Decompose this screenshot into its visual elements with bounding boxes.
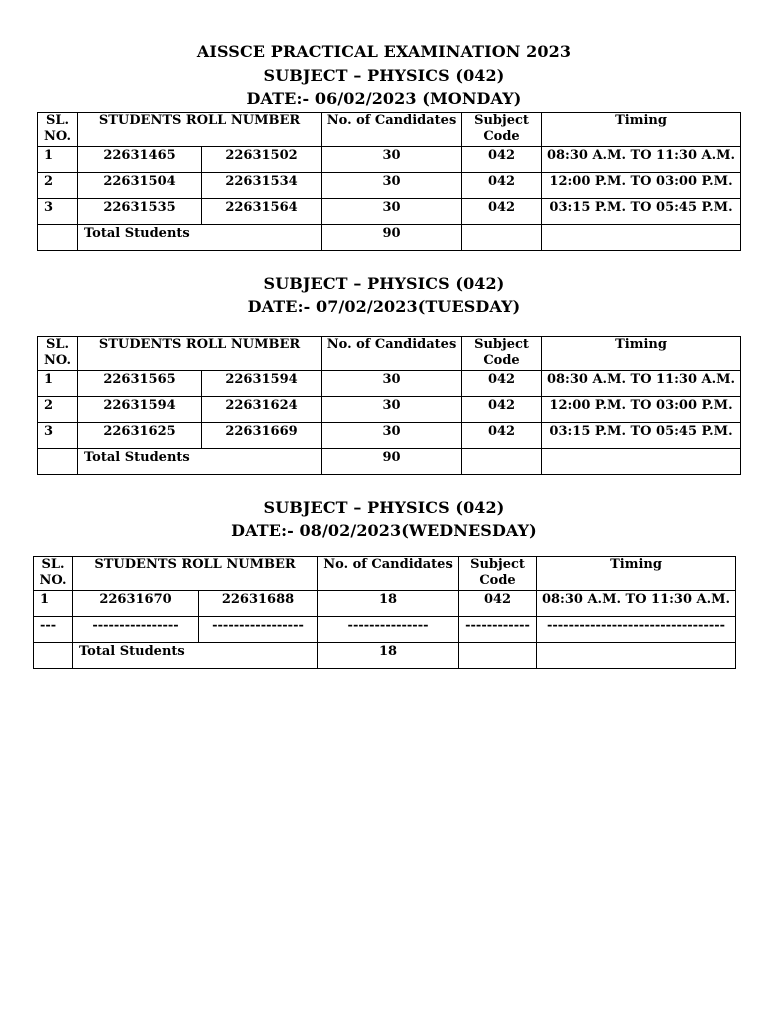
cell-empty (38, 225, 78, 251)
table-row (38, 173, 741, 199)
header-subject-code: Subject Code (462, 337, 542, 371)
cell-empty (38, 449, 78, 475)
cell-subject-code: 042 (462, 397, 542, 423)
cell-roll-to: 22631564 (202, 199, 322, 225)
section-2-subject: SUBJECT – PHYSICS (042) (263, 274, 505, 293)
cell-roll-from: 22631625 (78, 423, 202, 449)
cell-subject-code: 042 (462, 423, 542, 449)
cell-roll-to: 22631594 (202, 371, 322, 397)
cell-roll-from: 22631465 (78, 147, 202, 173)
cell-candidates: 30 (322, 423, 462, 449)
section-1-date: DATE:- 06/02/2023 (MONDAY) (246, 89, 522, 108)
cell-sl: 1 (38, 371, 78, 397)
cell-subject-code: 042 (462, 147, 542, 173)
total-value: 18 (318, 643, 459, 669)
cell-subject-code: ------------ (459, 617, 537, 643)
cell-roll-to: ----------------- (199, 617, 318, 643)
header-subject-code: Subject Code (459, 557, 537, 591)
header-roll-number: STUDENTS ROLL NUMBER (78, 113, 322, 147)
section-1-subject: SUBJECT – PHYSICS (042) (263, 66, 505, 85)
cell-sl: 1 (34, 591, 73, 617)
table-row (34, 591, 736, 617)
header-sl: SL. NO. (38, 113, 78, 147)
header-subject-code: Subject Code (462, 113, 542, 147)
cell-timing: 08:30 A.M. TO 11:30 A.M. (542, 371, 741, 397)
cell-roll-to: 22631669 (202, 423, 322, 449)
cell-empty (542, 225, 741, 251)
cell-subject-code: 042 (462, 371, 542, 397)
cell-sl: --- (34, 617, 73, 643)
header-timing: Timing (542, 337, 741, 371)
cell-sl: 1 (38, 147, 78, 173)
cell-empty (34, 643, 73, 669)
schedule-table-1 (37, 112, 741, 251)
total-value: 90 (322, 449, 462, 475)
section-3-date: DATE:- 08/02/2023(WEDNESDAY) (231, 521, 537, 540)
table-header-row (38, 337, 741, 371)
total-label: Total Students (78, 225, 322, 251)
cell-roll-to: 22631502 (202, 147, 322, 173)
header-candidates: No. of Candidates (318, 557, 459, 591)
header-candidates: No. of Candidates (322, 337, 462, 371)
section-2-date: DATE:- 07/02/2023(TUESDAY) (247, 297, 521, 316)
cell-roll-from: 22631565 (78, 371, 202, 397)
cell-sl: 2 (38, 397, 78, 423)
section-3-subject: SUBJECT – PHYSICS (042) (263, 498, 505, 517)
total-value: 90 (322, 225, 462, 251)
table-row (38, 371, 741, 397)
cell-candidates: 30 (322, 397, 462, 423)
cell-subject-code: 042 (462, 173, 542, 199)
cell-empty (462, 225, 542, 251)
cell-roll-to: 22631624 (202, 397, 322, 423)
header-timing: Timing (537, 557, 736, 591)
cell-empty (459, 643, 537, 669)
table-row (38, 397, 741, 423)
cell-candidates: 30 (322, 199, 462, 225)
header-sl: SL. NO. (34, 557, 73, 591)
cell-sl: 3 (38, 199, 78, 225)
header-roll-number: STUDENTS ROLL NUMBER (78, 337, 322, 371)
cell-candidates: 30 (322, 371, 462, 397)
header-sl: SL. NO. (38, 337, 78, 371)
schedule-table-3 (33, 556, 736, 669)
cell-sl: 2 (38, 173, 78, 199)
cell-empty (462, 449, 542, 475)
total-row (38, 449, 741, 475)
cell-subject-code: 042 (459, 591, 537, 617)
cell-subject-code: 042 (462, 199, 542, 225)
total-row (38, 225, 741, 251)
cell-timing: 08:30 A.M. TO 11:30 A.M. (537, 591, 736, 617)
cell-timing: 12:00 P.M. TO 03:00 P.M. (542, 173, 741, 199)
cell-roll-to: 22631688 (199, 591, 318, 617)
exam-title: AISSCE PRACTICAL EXAMINATION 2023 (196, 42, 572, 61)
table-row (38, 199, 741, 225)
table-header-row (38, 113, 741, 147)
cell-candidates: 18 (318, 591, 459, 617)
cell-empty (537, 643, 736, 669)
cell-sl: 3 (38, 423, 78, 449)
cell-roll-from: 22631594 (78, 397, 202, 423)
cell-roll-from: 22631504 (78, 173, 202, 199)
header-roll-number: STUDENTS ROLL NUMBER (73, 557, 318, 591)
cell-timing: 03:15 P.M. TO 05:45 P.M. (542, 199, 741, 225)
cell-roll-from: ---------------- (73, 617, 199, 643)
cell-timing: 08:30 A.M. TO 11:30 A.M. (542, 147, 741, 173)
cell-candidates: 30 (322, 147, 462, 173)
table-header-row (34, 557, 736, 591)
cell-empty (542, 449, 741, 475)
cell-timing: 03:15 P.M. TO 05:45 P.M. (542, 423, 741, 449)
cell-timing: 12:00 P.M. TO 03:00 P.M. (542, 397, 741, 423)
cell-candidates: --------------- (318, 617, 459, 643)
total-label: Total Students (78, 449, 322, 475)
cell-roll-to: 22631534 (202, 173, 322, 199)
table-row (38, 423, 741, 449)
cell-roll-from: 22631670 (73, 591, 199, 617)
total-row (34, 643, 736, 669)
cell-roll-from: 22631535 (78, 199, 202, 225)
total-label: Total Students (73, 643, 318, 669)
cell-candidates: 30 (322, 173, 462, 199)
cell-timing: --------------------------------- (537, 617, 736, 643)
header-timing: Timing (542, 113, 741, 147)
table-row (34, 617, 736, 643)
schedule-table-2 (37, 336, 741, 475)
table-row (38, 147, 741, 173)
header-candidates: No. of Candidates (322, 113, 462, 147)
